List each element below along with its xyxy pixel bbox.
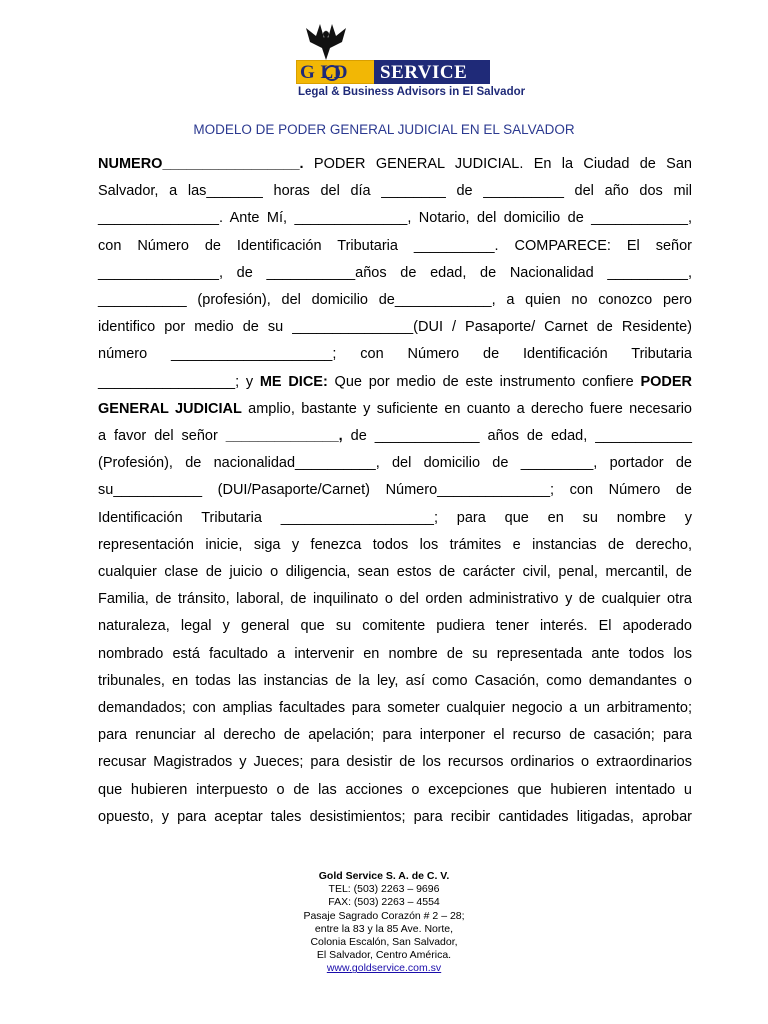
- logo-word-gold: G LD: [300, 62, 348, 83]
- body-line: [98, 559, 692, 586]
- body-line: [98, 505, 692, 532]
- footer-address-3: Colonia Escalón, San Salvador,: [310, 936, 458, 949]
- body-text-segment: demandados; con amplias facultades para someter cualquier negocio a un arbitramento;: [98, 700, 692, 717]
- body-text-segment: su___________ (DUI/Pasaporte/Carnet) Número______________; con Número de: [98, 482, 692, 499]
- body-text-segment: Salvador, a las_______ horas del día ________ de __________ del año dos mil: [98, 183, 692, 200]
- body-line: [98, 314, 692, 341]
- body-text-segment: Que por medio de este instrumento confiere: [327, 373, 641, 390]
- body-line: [98, 804, 692, 831]
- body-bold-text: PODER: [640, 373, 693, 390]
- body-text-segment: nombrado está facultado a intervenir en nombre de su representada ante todos los: [98, 645, 692, 662]
- body-line: [98, 178, 692, 205]
- body-text-segment: identifico por medio de su _______________(DUI / Pasaporte/ Carnet de Residente): [98, 319, 692, 336]
- body-text-segment: representación inicie, siga y fenezca todos los trámites e instancias de derecho,: [98, 536, 692, 553]
- body-line: [98, 722, 692, 749]
- body-text-segment: a favor del señor: [98, 428, 226, 445]
- logo-tagline: Legal & Business Advisors in El Salvador: [298, 86, 526, 98]
- footer-website-link[interactable]: www.goldservice.com.sv: [326, 962, 442, 975]
- body-text-segment: Familia, de tránsito, laboral, de inquilinato o del orden administrativo y de cualquier otra: [98, 591, 692, 608]
- body-line: [98, 287, 692, 314]
- body-line: [98, 586, 692, 613]
- body-text-segment: _________________; y: [98, 373, 260, 390]
- footer-company: Gold Service S. A. de C. V.: [318, 870, 450, 882]
- body-line: [98, 260, 692, 287]
- body-text-segment: (Profesión), de nacionalidad__________, del domicilio de _________, portador de: [98, 455, 692, 472]
- body-line: [98, 423, 692, 450]
- body-line: [98, 613, 692, 640]
- body-text-segment: número ____________________; con Número de Identificación Tributaria: [98, 346, 692, 363]
- body-text-segment: _______________, de ___________años de edad, de Nacionalidad __________,: [98, 264, 692, 281]
- document-title: MODELO DE PODER GENERAL JUDICIAL EN EL SALVADOR: [193, 122, 575, 137]
- body-text-segment: que hubieren interpuesto o de las acciones o excepciones que hubieren intentado u: [98, 781, 692, 798]
- body-text-segment: amplio, bastante y suficiente en cuanto a derecho fuere necesario: [241, 400, 692, 417]
- body-bold-text: ME DICE:: [259, 373, 328, 390]
- body-line: [98, 369, 692, 396]
- footer-address-1: Pasaje Sagrado Corazón # 2 – 28;: [303, 909, 465, 922]
- footer-tel: TEL: (503) 2263 – 9696: [328, 883, 440, 896]
- page-footer: [0, 870, 768, 976]
- body-bold-text: GENERAL JUDICIAL: [98, 400, 242, 417]
- body-text-segment: de _____________ años de edad, ____________: [342, 428, 692, 445]
- body-line: [98, 341, 692, 368]
- document-body: [98, 151, 692, 831]
- body-text-segment: _______________. Ante Mí, ______________, Notario, del domicilio de ____________,: [98, 210, 692, 227]
- body-bold-text: ______________,: [225, 428, 343, 445]
- body-text-segment: ___________ (profesión), del domicilio de____________, a quien no conozco pero: [98, 292, 692, 309]
- company-logo: [296, 20, 526, 102]
- body-line: [98, 668, 692, 695]
- body-text-segment: opuesto, y para aceptar tales desistimientos; para recibir cantidades litigadas, aprobar: [98, 808, 692, 825]
- body-text-segment: con Número de Identificación Tributaria __________. COMPARECE: El señor: [98, 237, 692, 254]
- body-bold-text: NUMERO_________________.: [98, 156, 304, 172]
- body-line: [98, 450, 692, 477]
- body-line: [98, 641, 692, 668]
- body-line: [98, 695, 692, 722]
- body-text-segment: naturaleza, legal y general que su comitente pudiera tener interés. El apoderado: [98, 618, 692, 635]
- footer-address-4: El Salvador, Centro América.: [316, 949, 452, 962]
- body-text-segment: para renunciar al derecho de apelación; para interponer el recurso de casación; para: [98, 727, 692, 744]
- body-line: [98, 532, 692, 559]
- body-line: [98, 233, 692, 260]
- body-line: [98, 151, 692, 178]
- body-line: [98, 749, 692, 776]
- body-line: [98, 205, 692, 232]
- body-line: [98, 396, 692, 423]
- eagle-icon: [304, 20, 348, 64]
- body-text-segment: tribunales, en todas las instancias de la ley, así como Casación, como demandantes o: [98, 672, 692, 689]
- body-text-segment: recusar Magistrados y Jueces; para desistir de los recursos ordinarios o extraordinarios: [98, 754, 692, 771]
- footer-fax: FAX: (503) 2263 – 4554: [328, 896, 440, 909]
- body-text-segment: cualquier clase de juicio o diligencia, sean estos de carácter civil, penal, mercantil, de: [98, 564, 692, 581]
- body-line: [98, 777, 692, 804]
- body-text-segment: Identificación Tributaria ___________________; para que en su nombre y: [98, 509, 692, 526]
- body-line: [98, 477, 692, 504]
- body-text-segment: PODER GENERAL JUDICIAL. En la Ciudad de San: [303, 156, 692, 172]
- globe-icon: [324, 65, 340, 81]
- logo-word-service: SERVICE: [380, 62, 468, 83]
- footer-address-2: entre la 83 y la 85 Ave. Norte,: [314, 922, 454, 935]
